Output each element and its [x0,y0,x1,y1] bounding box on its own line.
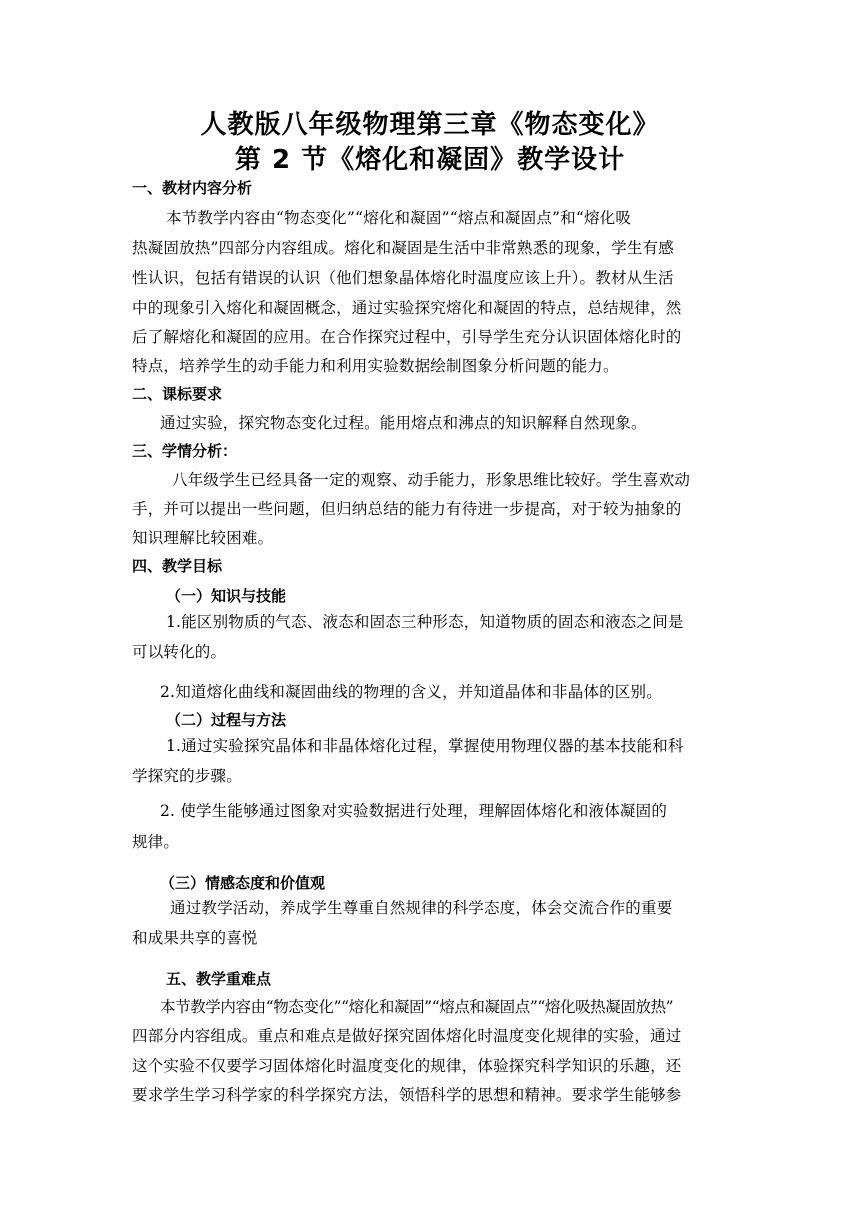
section1-para-line: 热凝固放热”四部分内容组成。熔化和凝固是生活中非常熟悉的现象，学生有感 [132,239,674,257]
section2-para-line: 通过实验，探究物态变化过程。能用熔点和沸点的知识解释自然现象。 [160,414,647,432]
objective-line: 可以转化的。 [132,643,227,661]
objective-line: 1.能区别物质的气态、液态和固态三种形态，知道物质的固态和液态之间是 [166,613,684,631]
section5-heading: 五、教学重难点 [166,970,272,988]
objective-line: 2. 使学生能够通过图象对实验数据进行处理，理解固体熔化和液体凝固的 [160,802,668,820]
subsection-attitude-heading: （三）情感态度和价值观 [160,874,326,892]
objective-line: 规律。 [132,833,180,851]
objective-line: 2.知道熔化曲线和凝固曲线的物理的含义，并知道晶体和非晶体的区别。 [160,683,662,701]
section5-para-line: 本节教学内容由“物态变化”“熔化和凝固”“熔点和凝固点”“熔化吸热凝固放热” [160,998,674,1016]
section3-para-line: 手，并可以提出一些问题，但归纳总结的能力有待进一步提高，对于较为抽象的 [132,500,682,518]
section1-para-line: 中的现象引入熔化和凝固概念，通过实验探究熔化和凝固的特点，总结规律，然 [132,299,682,317]
section1-para-line: 后了解熔化和凝固的应用。在合作探究过程中，引导学生充分认识固体熔化时的 [132,328,682,346]
subsection-knowledge-heading: （一）知识与技能 [166,587,287,605]
objective-line: 学探究的步骤。 [132,767,242,785]
section1-para-line: 本节教学内容由“物态变化”“熔化和凝固”“熔点和凝固点”和“熔化吸 [166,209,632,227]
subsection-process-heading: （二）过程与方法 [166,711,287,729]
section1-para-line: 性认识，包括有错误的认识（他们想象晶体熔化时温度应该上升）。教材从生活 [132,269,674,287]
objective-line: 通过教学活动，养成学生尊重自然规律的科学态度，体会交流合作的重要 [170,899,673,917]
objective-line: 1.通过实验探究晶体和非晶体熔化过程，掌握使用物理仪器的基本技能和科 [166,737,684,755]
section3-para-line: 八年级学生已经具备一定的观察、动手能力，形象思维比较好。学生喜欢动 [172,471,691,489]
doc-title-line1: 人教版八年级物理第三章《物态变化》 [200,110,660,140]
section4-heading: 四、教学目标 [132,557,223,575]
section5-para-line: 四部分内容组成。重点和难点是做好探究固体熔化时温度变化规律的实验，通过 [132,1027,682,1045]
section1-heading: 一、教材内容分析 [132,179,253,197]
section2-heading: 二、课标要求 [132,385,223,403]
section5-para-line: 要求学生学习科学家的科学探究方法，领悟科学的思想和精神。要求学生能够参 [132,1086,682,1104]
section1-para-line: 特点，培养学生的动手能力和利用实验数据绘制图象分析问题的能力。 [132,357,619,375]
section5-para-line: 这个实验不仅要学习固体熔化时温度变化的规律，体验探究科学知识的乐趣，还 [132,1057,682,1075]
section3-heading: 三、学情分析： [132,442,238,460]
objective-line: 和成果共享的喜悦 [132,929,258,947]
doc-title-line2: 第 2 节《熔化和凝固》教学设计 [234,145,626,175]
section3-para-line: 知识理解比较困难。 [132,529,274,547]
